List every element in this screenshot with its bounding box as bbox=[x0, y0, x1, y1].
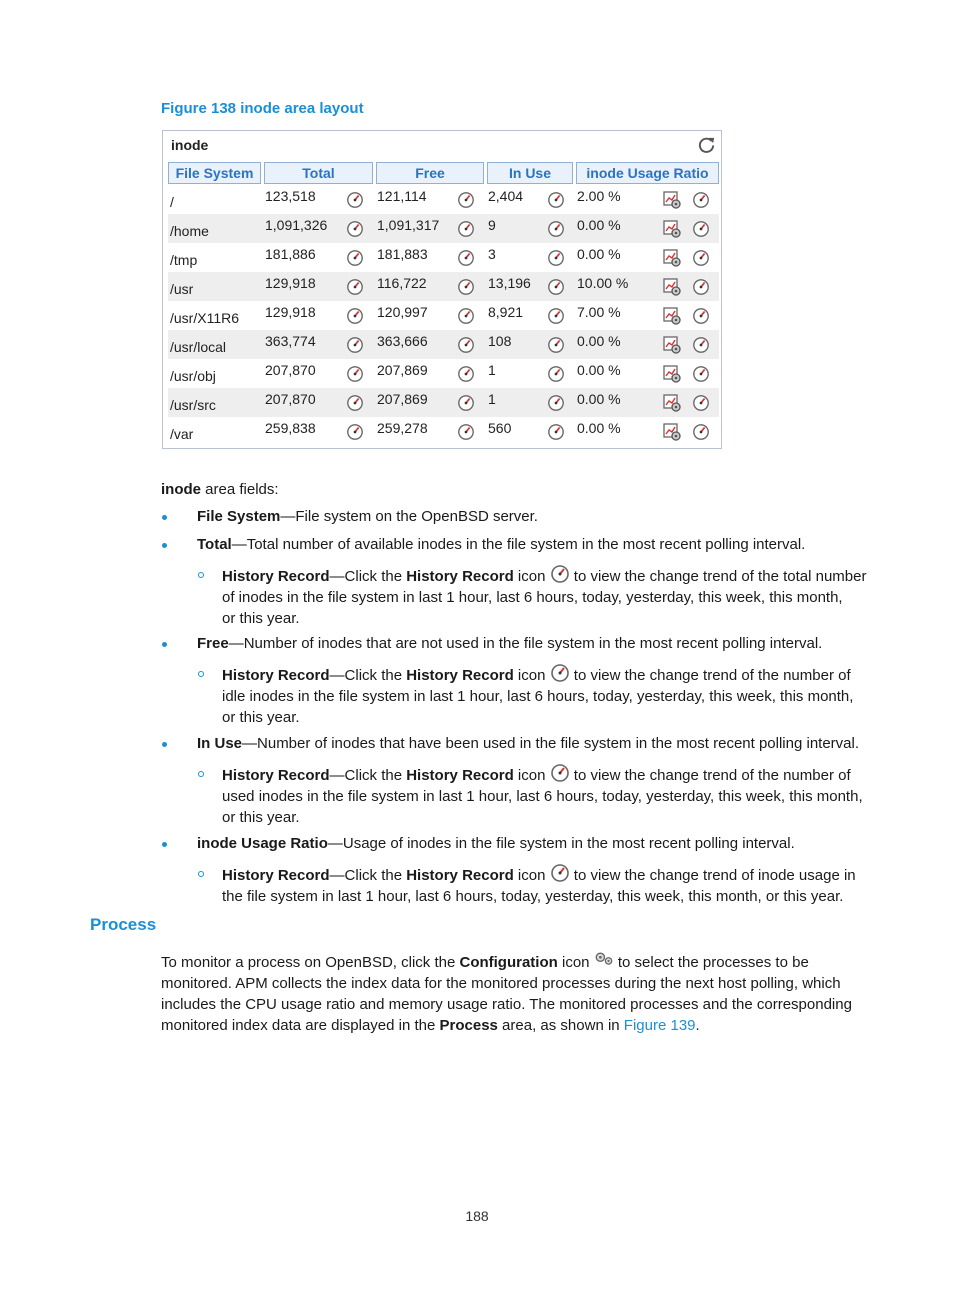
table-row bbox=[168, 214, 719, 243]
bullet-in-use: In Use—Number of inodes that have been used in the file system in the most recent polling interval. bbox=[197, 735, 860, 752]
configuration-icon[interactable] bbox=[662, 335, 682, 355]
sub-in-use-history: History Record—Click the History Record icon to view the change trend of the number of used inodes in the file system in last 1 hour, last 6 hours, today, yesterday, this week, this month, or this year. bbox=[222, 763, 867, 828]
configuration-icon bbox=[594, 950, 614, 970]
cell-free: 181,883 bbox=[377, 246, 428, 262]
history-record-icon[interactable] bbox=[346, 394, 364, 412]
history-record-icon[interactable] bbox=[346, 365, 364, 383]
history-record-icon[interactable] bbox=[692, 278, 710, 296]
cell-in-use: 1 bbox=[488, 391, 496, 407]
bullet bbox=[162, 642, 167, 647]
history-record-icon[interactable] bbox=[457, 423, 475, 441]
history-record-icon[interactable] bbox=[346, 278, 364, 296]
col-total[interactable]: Total bbox=[264, 162, 373, 184]
history-record-icon[interactable] bbox=[692, 423, 710, 441]
cell-free: 207,869 bbox=[377, 391, 428, 407]
cell-inode-usage-ratio: 10.00 % bbox=[577, 275, 629, 291]
cell-file-system: /home bbox=[170, 223, 209, 239]
bullet bbox=[162, 543, 167, 548]
cell-file-system: /usr/local bbox=[170, 339, 227, 355]
table-row bbox=[168, 185, 719, 214]
bullet bbox=[162, 742, 167, 747]
history-record-icon[interactable] bbox=[692, 307, 710, 325]
sub-bullet bbox=[198, 572, 204, 578]
history-record-icon bbox=[550, 564, 570, 584]
table-row bbox=[168, 243, 719, 272]
cell-inode-usage-ratio: 0.00 % bbox=[577, 420, 621, 436]
history-record-icon[interactable] bbox=[692, 394, 710, 412]
cell-in-use: 8,921 bbox=[488, 304, 524, 320]
history-record-icon[interactable] bbox=[457, 249, 475, 267]
figure-139-link[interactable]: Figure 139 bbox=[623, 1017, 696, 1034]
cell-inode-usage-ratio: 0.00 % bbox=[577, 217, 621, 233]
table-row bbox=[168, 272, 719, 301]
configuration-icon[interactable] bbox=[662, 393, 682, 413]
cell-in-use: 560 bbox=[488, 420, 512, 436]
cell-total: 207,870 bbox=[265, 362, 316, 378]
bullet-inode-usage-ratio: inode Usage Ratio—Usage of inodes in the file system in the most recent polling interval. bbox=[197, 835, 795, 852]
cell-file-system: /usr/X11R6 bbox=[170, 310, 239, 326]
history-record-icon bbox=[550, 763, 570, 783]
history-record-icon[interactable] bbox=[547, 365, 565, 383]
cell-inode-usage-ratio: 0.00 % bbox=[577, 362, 621, 378]
col-file-system[interactable]: File System bbox=[168, 162, 261, 184]
sub-ratio-history: History Record—Click the History Record icon to view the change trend of inode usage in the file system in last 1 hour, last 6 hours, today, yesterday, this week, this month, or this year. bbox=[222, 863, 867, 907]
cell-file-system: /var bbox=[170, 426, 194, 442]
sub-bullet bbox=[198, 871, 204, 877]
bullet-file-system: File System—File system on the OpenBSD server. bbox=[197, 508, 538, 525]
bullet-total: Total—Total number of available inodes in the file system in the most recent polling interval. bbox=[197, 536, 806, 553]
cell-free: 1,091,317 bbox=[377, 217, 440, 233]
page-number: 188 bbox=[465, 1208, 489, 1224]
bullet bbox=[162, 842, 167, 847]
configuration-icon[interactable] bbox=[662, 248, 682, 268]
configuration-icon[interactable] bbox=[662, 219, 682, 239]
cell-inode-usage-ratio: 7.00 % bbox=[577, 304, 621, 320]
cell-inode-usage-ratio: 0.00 % bbox=[577, 246, 621, 262]
table-row bbox=[168, 301, 719, 330]
cell-free: 120,997 bbox=[377, 304, 428, 320]
history-record-icon[interactable] bbox=[457, 307, 475, 325]
history-record-icon[interactable] bbox=[547, 278, 565, 296]
table-header bbox=[168, 162, 719, 184]
intro-text: inode area fields: bbox=[161, 481, 279, 498]
cell-total: 181,886 bbox=[265, 246, 316, 262]
cell-in-use: 9 bbox=[488, 217, 496, 233]
section-title-process: Process bbox=[90, 915, 157, 934]
cell-total: 259,838 bbox=[265, 420, 316, 436]
cell-file-system: /usr/obj bbox=[170, 368, 216, 384]
cell-total: 123,518 bbox=[265, 188, 316, 204]
bullet bbox=[162, 515, 167, 520]
cell-in-use: 3 bbox=[488, 246, 496, 262]
cell-in-use: 13,196 bbox=[488, 275, 531, 291]
table-row bbox=[168, 417, 719, 446]
col-free[interactable]: Free bbox=[376, 162, 484, 184]
panel-title: inode bbox=[171, 137, 209, 153]
history-record-icon[interactable] bbox=[457, 365, 475, 383]
sub-bullet bbox=[198, 671, 204, 677]
col-in-use[interactable]: In Use bbox=[487, 162, 573, 184]
history-record-icon[interactable] bbox=[457, 278, 475, 296]
cell-inode-usage-ratio: 0.00 % bbox=[577, 333, 621, 349]
configuration-icon[interactable] bbox=[662, 277, 682, 297]
history-record-icon[interactable] bbox=[692, 220, 710, 238]
cell-free: 121,114 bbox=[377, 188, 427, 204]
history-record-icon[interactable] bbox=[346, 423, 364, 441]
process-paragraph: To monitor a process on OpenBSD, click the Configuration icon to select the processes to be monitored. APM collects the index data for the monitored processes during the next host polling, which includes the CPU usage ratio and memory usage ratio. The monitored processes and the corresponding monitored index data are displayed in the Process area, as shown in Figure 139. bbox=[161, 950, 866, 1036]
history-record-icon[interactable] bbox=[457, 220, 475, 238]
cell-file-system: / bbox=[170, 194, 174, 210]
table-row bbox=[168, 388, 719, 417]
cell-total: 1,091,326 bbox=[265, 217, 328, 233]
cell-file-system: /usr/src bbox=[170, 397, 216, 413]
cell-inode-usage-ratio: 2.00 % bbox=[577, 188, 621, 204]
sub-total-history: History Record—Click the History Record icon to view the change trend of the total number of inodes in the file system in last 1 hour, last 6 hours, today, yesterday, this week, this month, or this year. bbox=[222, 564, 867, 629]
cell-in-use: 2,404 bbox=[488, 188, 524, 204]
cell-total: 129,918 bbox=[265, 275, 316, 291]
cell-file-system: /tmp bbox=[170, 252, 198, 268]
history-record-icon bbox=[550, 663, 570, 683]
cell-total: 207,870 bbox=[265, 391, 316, 407]
history-record-icon[interactable] bbox=[547, 191, 565, 209]
history-record-icon[interactable] bbox=[346, 220, 364, 238]
sub-bullet bbox=[198, 771, 204, 777]
history-record-icon[interactable] bbox=[547, 394, 565, 412]
configuration-icon[interactable] bbox=[662, 190, 682, 210]
cell-inode-usage-ratio: 0.00 % bbox=[577, 391, 621, 407]
history-record-icon[interactable] bbox=[346, 191, 364, 209]
cell-in-use: 1 bbox=[488, 362, 496, 378]
cell-free: 259,278 bbox=[377, 420, 428, 436]
history-record-icon[interactable] bbox=[457, 394, 475, 412]
cell-free: 207,869 bbox=[377, 362, 428, 378]
history-record-icon[interactable] bbox=[547, 249, 565, 267]
history-record-icon[interactable] bbox=[692, 336, 710, 354]
bullet-free: Free—Number of inodes that are not used in the file system in the most recent polling interval. bbox=[197, 635, 823, 652]
inode-panel bbox=[162, 130, 722, 449]
cell-file-system: /usr bbox=[170, 281, 194, 297]
history-record-icon[interactable] bbox=[692, 249, 710, 267]
refresh-icon[interactable] bbox=[697, 135, 716, 154]
history-record-icon[interactable] bbox=[547, 307, 565, 325]
cell-free: 116,722 bbox=[377, 275, 427, 291]
cell-total: 129,918 bbox=[265, 304, 316, 320]
history-record-icon[interactable] bbox=[547, 220, 565, 238]
history-record-icon[interactable] bbox=[346, 336, 364, 354]
configuration-icon[interactable] bbox=[662, 364, 682, 384]
history-record-icon[interactable] bbox=[547, 336, 565, 354]
inode-table bbox=[168, 162, 719, 446]
configuration-icon[interactable] bbox=[662, 422, 682, 442]
figure-caption: Figure 138 inode area layout bbox=[161, 100, 364, 117]
history-record-icon[interactable] bbox=[457, 191, 475, 209]
cell-free: 363,666 bbox=[377, 333, 428, 349]
history-record-icon[interactable] bbox=[457, 336, 475, 354]
sub-free-history: History Record—Click the History Record icon to view the change trend of the number of idle inodes in the file system in last 1 hour, last 6 hours, today, yesterday, this week, this month, or this year. bbox=[222, 663, 867, 728]
table-row bbox=[168, 330, 719, 359]
history-record-icon[interactable] bbox=[692, 191, 710, 209]
history-record-icon[interactable] bbox=[346, 307, 364, 325]
col-inode-usage-ratio[interactable]: inode Usage Ratio bbox=[576, 162, 719, 184]
configuration-icon[interactable] bbox=[662, 306, 682, 326]
history-record-icon bbox=[550, 863, 570, 883]
history-record-icon[interactable] bbox=[346, 249, 364, 267]
cell-total: 363,774 bbox=[265, 333, 316, 349]
cell-in-use: 108 bbox=[488, 333, 512, 349]
table-row bbox=[168, 359, 719, 388]
history-record-icon[interactable] bbox=[692, 365, 710, 383]
history-record-icon[interactable] bbox=[547, 423, 565, 441]
